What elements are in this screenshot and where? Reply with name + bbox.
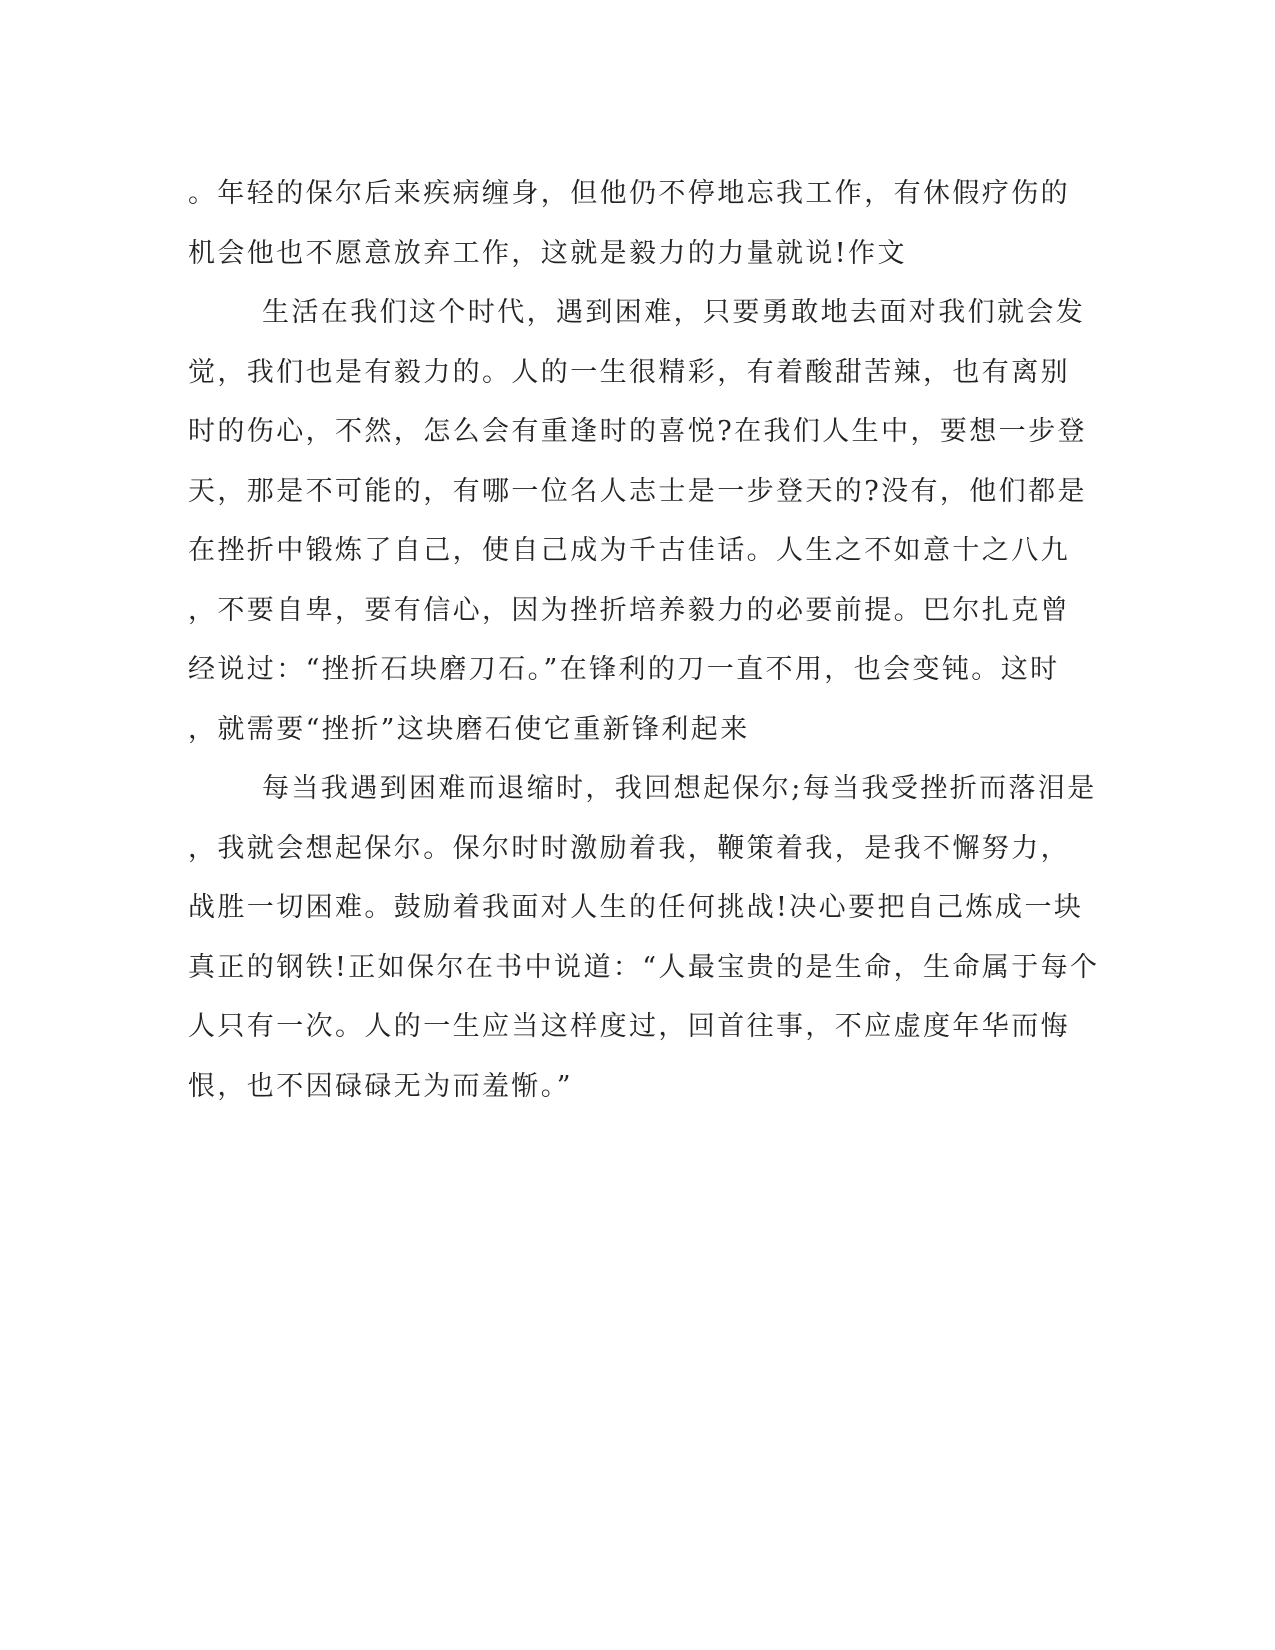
text-line: 人只有一次。人的一生应当这样度过，回首往事，不应虚度年华而悔 (188, 1011, 1070, 1042)
text-line: 觉，我们也是有毅力的。人的一生很精彩，有着酸甜苦辣，也有离别 (188, 356, 1070, 388)
text-line: ，不要自卑，要有信心，因为挫折培养毅力的必要前提。巴尔扎克曾 (188, 594, 1070, 626)
text-line: 经说过：“挫折石块磨刀石。”在锋利的刀一直不用，也会变钝。这时 (188, 654, 1060, 685)
text-line: 天，那是不可能的，有哪一位名人志士是一步登天的?没有，他们都是 (188, 475, 1087, 507)
text-line: 战胜一切困难。鼓励着我面对人生的任何挑战!决心要把自己炼成一块 (188, 892, 1084, 923)
text-line: 。年轻的保尔后来疾病缠身，但他仍不停地忘我工作，有休假疗伤的 (188, 178, 1070, 209)
paragraph-start-line: 每当我遇到困难而退缩时，我回想起保尔;每当我受挫折而落泪是 (262, 773, 1097, 804)
body-text (188, 164, 1100, 1116)
text-line: 机会他也不愿意放弃工作，这就是毅力的力量就说!作文 (188, 237, 907, 269)
text-line: 真正的钢铁!正如保尔在书中说道：“人最宝贵的是生命，生命属于每个 (188, 951, 1100, 983)
text-line: ，我就会想起保尔。保尔时时激励着我，鞭策着我，是我不懈努力， (188, 832, 1070, 864)
text-line: 恨，也不因碌碌无为而羞惭。” (188, 1070, 573, 1102)
text-line: 在挫折中锻炼了自己，使自己成为千古佳话。人生之不如意十之八九 (188, 535, 1070, 566)
text-line: ，就需要“挫折”这块磨石使它重新锋利起来 (188, 713, 750, 745)
text-line: 时的伤心，不然，怎么会有重逢时的喜悦?在我们人生中，要想一步登 (188, 416, 1087, 447)
paragraph-start-line: 生活在我们这个时代，遇到困难，只要勇敢地去面对我们就会发 (262, 297, 1086, 328)
